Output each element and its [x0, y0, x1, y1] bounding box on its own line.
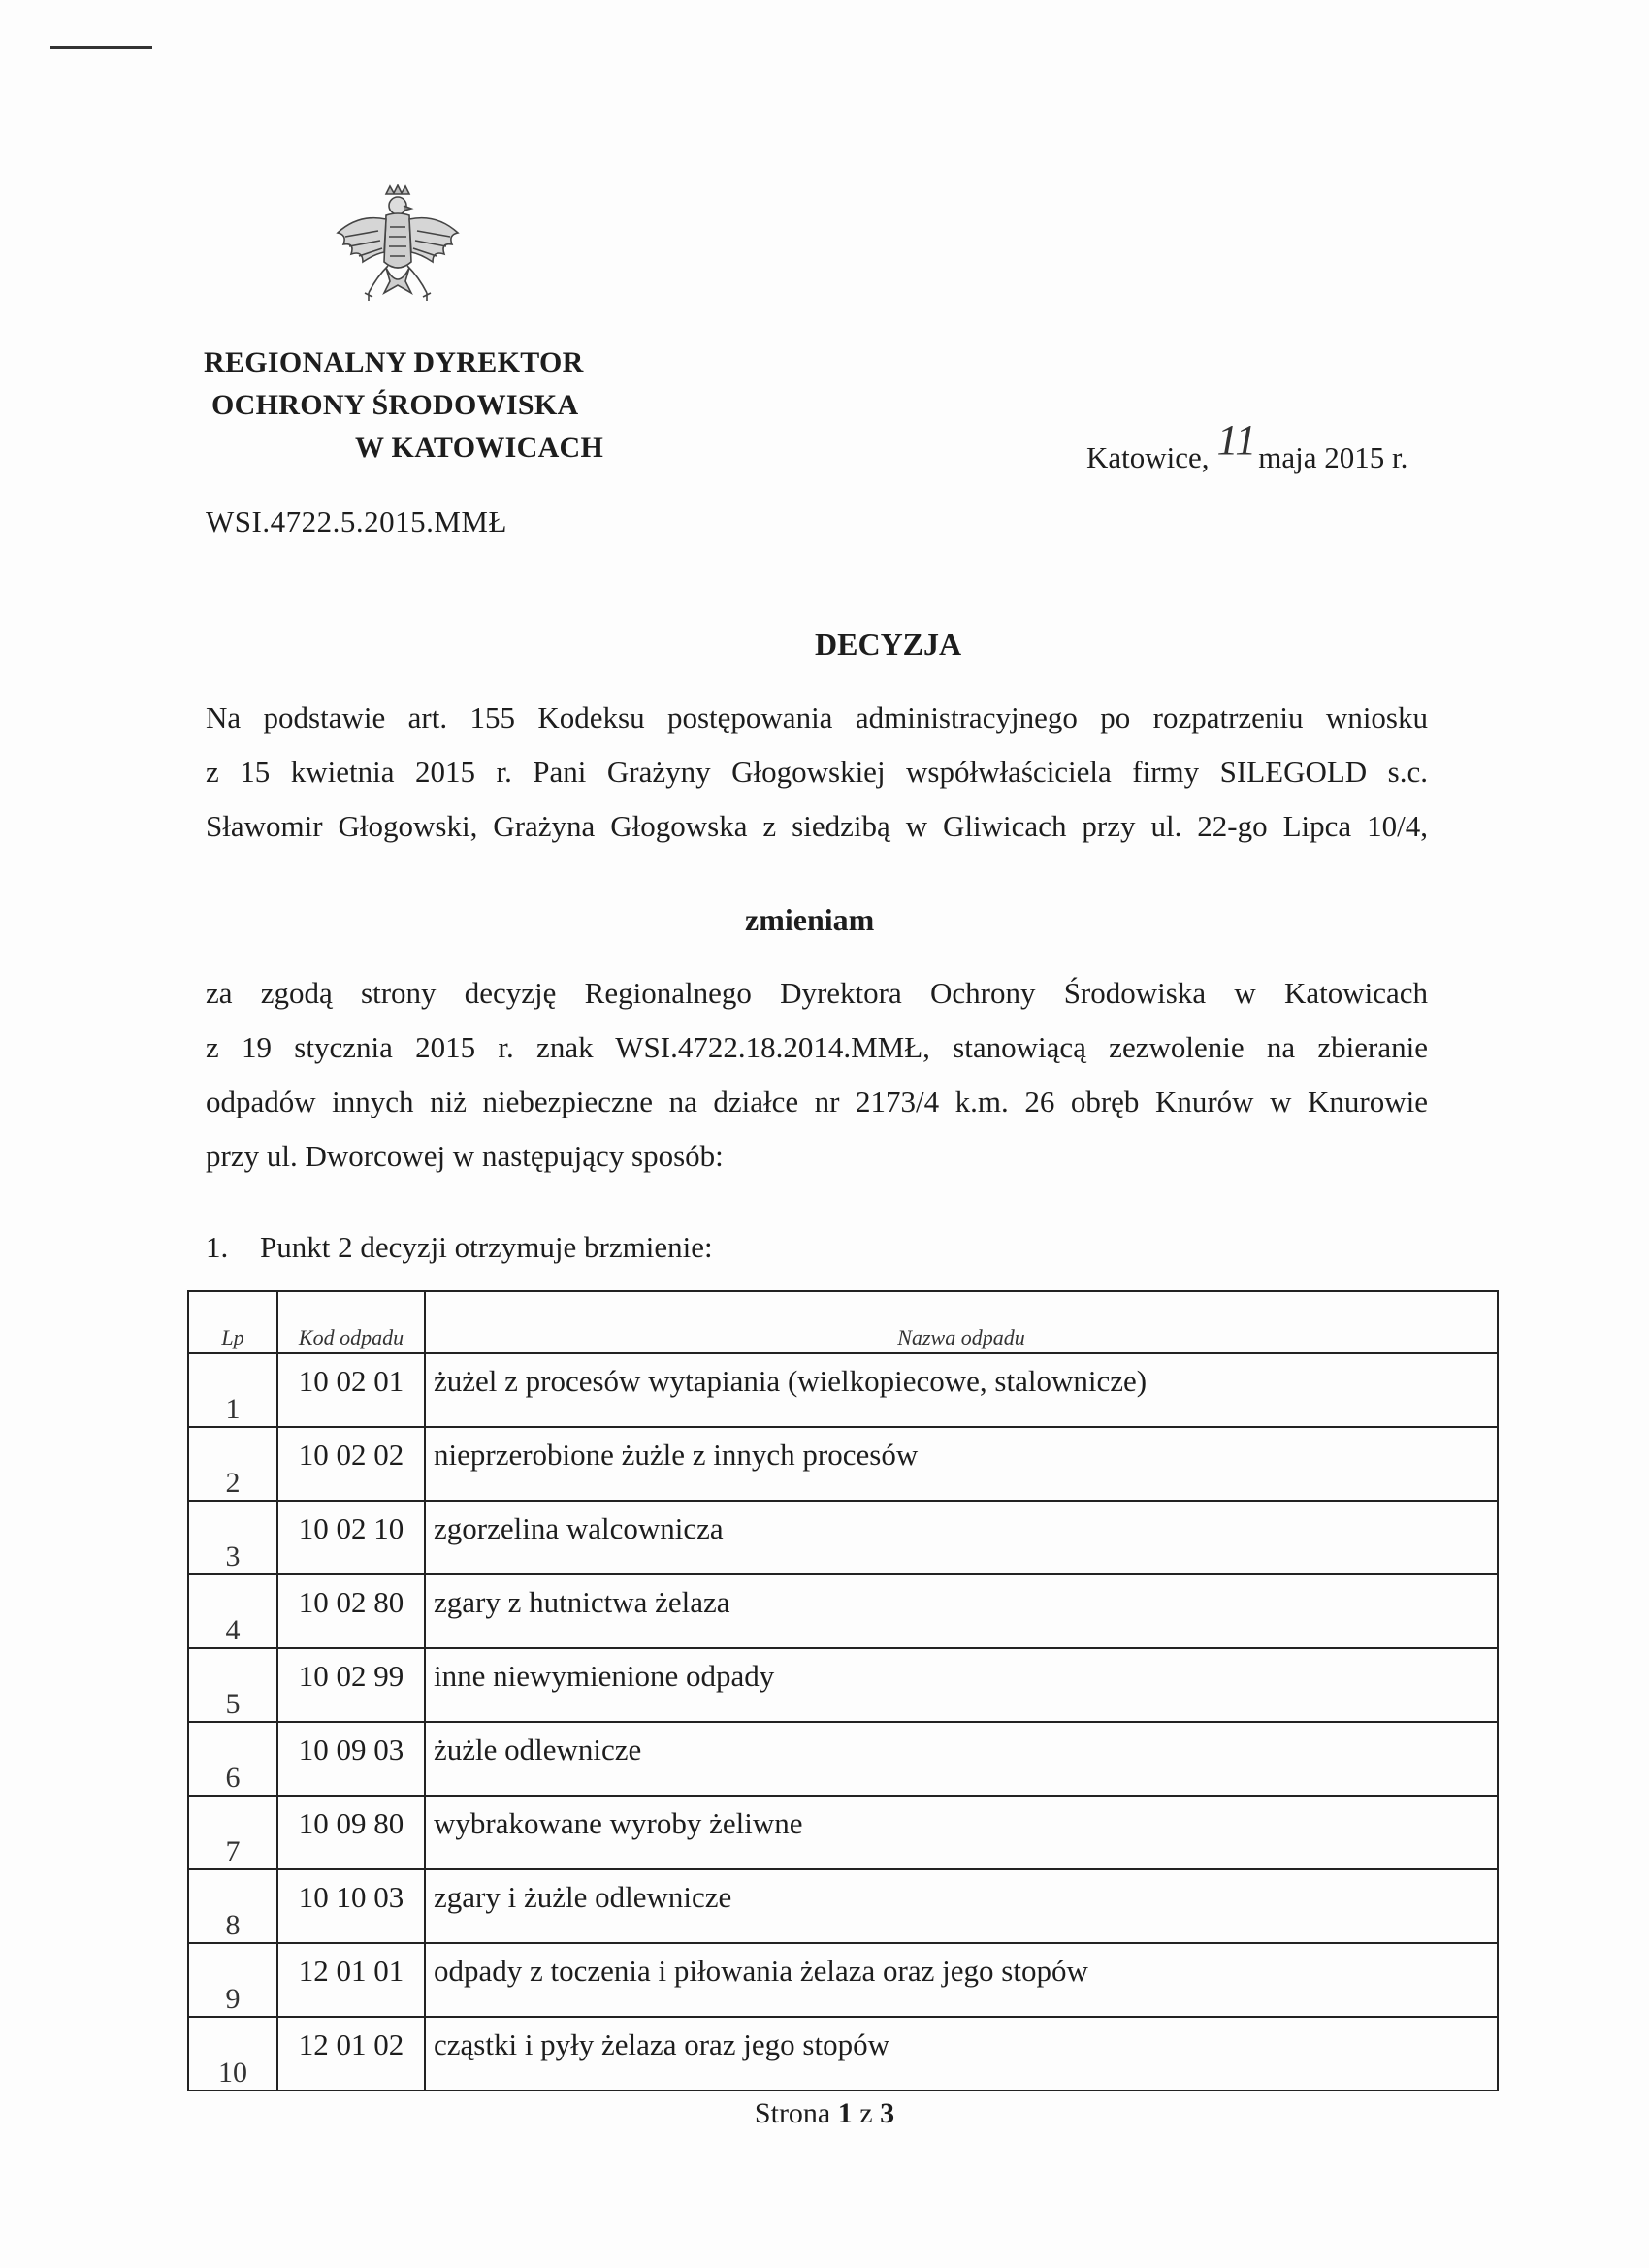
intro-line: Sławomir Głogowski, Grażyna Głogowska z siedzibą w Gliwicach przy ul. 22-go Lipca 10/4,	[206, 809, 1428, 843]
row-waste-code: 12 01 02	[277, 2017, 425, 2090]
waste-codes-table	[187, 1290, 1499, 2091]
row-waste-code: 10 02 02	[277, 1427, 425, 1501]
row-lp: 3	[188, 1501, 277, 1574]
row-waste-name: żużle odlewnicze	[425, 1722, 1498, 1796]
table-row	[188, 2017, 1498, 2090]
row-waste-code: 10 10 03	[277, 1869, 425, 1943]
intro-paragraph	[206, 691, 1428, 854]
row-waste-name: zgary z hutnictwa żelaza	[425, 1574, 1498, 1648]
row-lp: 7	[188, 1796, 277, 1869]
table-row	[188, 1869, 1498, 1943]
row-lp: 4	[188, 1574, 277, 1648]
header-waste-name: Nazwa odpadu	[425, 1291, 1498, 1353]
authority-line-1: REGIONALNY DYREKTOR	[204, 346, 584, 378]
body-paragraph	[206, 966, 1428, 1183]
scan-artifact-line	[50, 46, 152, 49]
row-waste-code: 12 01 01	[277, 1943, 425, 2017]
footer-prefix: Strona	[754, 2097, 831, 2129]
row-waste-code: 10 09 03	[277, 1722, 425, 1796]
row-waste-name: odpady z toczenia i piłowania żelaza oraz jego stopów	[425, 1943, 1498, 2017]
row-lp: 5	[188, 1648, 277, 1722]
row-waste-name: inne niewymienione odpady	[425, 1648, 1498, 1722]
row-lp: 8	[188, 1869, 277, 1943]
table-row	[188, 1722, 1498, 1796]
table-row	[188, 1501, 1498, 1574]
table-row	[188, 1796, 1498, 1869]
row-waste-code: 10 02 10	[277, 1501, 425, 1574]
row-waste-code: 10 09 80	[277, 1796, 425, 1869]
case-reference-number: WSI.4722.5.2015.MMŁ	[206, 504, 507, 538]
row-waste-name: wybrakowane wyroby żeliwne	[425, 1796, 1498, 1869]
document-title: DECYZJA	[815, 627, 962, 662]
intro-line: Na podstawie art. 155 Kodeksu postępowania administracyjnego po rozpatrzeniu wniosku	[206, 700, 1428, 734]
table-row	[188, 1943, 1498, 2017]
row-lp: 2	[188, 1427, 277, 1501]
body-line: przy ul. Dworcowej w następujący sposób:	[206, 1139, 724, 1173]
table-header-row	[188, 1291, 1498, 1353]
body-line: z 19 stycznia 2015 r. znak WSI.4722.18.2014.MMŁ, stanowiącą zezwolenie na zbieranie	[206, 1030, 1428, 1064]
footer-page-number: 1	[837, 2097, 853, 2129]
footer-separator: z	[859, 2097, 873, 2129]
body-line: za zgodą strony decyzję Regionalnego Dyrektora Ochrony Środowiska w Katowicach	[206, 976, 1428, 1010]
authority-line-2: OCHRONY ŚRODOWISKA	[211, 389, 579, 421]
date-place: Katowice,	[1086, 440, 1210, 474]
footer-total-pages: 3	[880, 2097, 895, 2129]
row-waste-name: zgary i żużle odlewnicze	[425, 1869, 1498, 1943]
intro-line: z 15 kwietnia 2015 r. Pani Grażyny Głogowskiej współwłaściciela firmy SILEGOLD s.c.	[206, 755, 1428, 789]
row-waste-name: zgorzelina walcownicza	[425, 1501, 1498, 1574]
issuing-authority	[204, 341, 603, 470]
row-waste-code: 10 02 01	[277, 1353, 425, 1427]
place-and-date	[1086, 416, 1408, 478]
date-day-handwritten: 11	[1216, 416, 1257, 464]
table-row	[188, 1353, 1498, 1427]
header-waste-code: Kod odpadu	[277, 1291, 425, 1353]
decision-word: zmieniam	[745, 902, 875, 937]
list-item-1	[206, 1230, 713, 1265]
row-waste-name: cząstki i pyły żelaza oraz jego stopów	[425, 2017, 1498, 2090]
table-row	[188, 1648, 1498, 1722]
row-waste-code: 10 02 80	[277, 1574, 425, 1648]
authority-line-3: W KATOWICACH	[355, 432, 604, 464]
list-item-number: 1.	[206, 1230, 229, 1264]
row-waste-code: 10 02 99	[277, 1648, 425, 1722]
row-waste-name: nieprzerobione żużle z innych procesów	[425, 1427, 1498, 1501]
row-lp: 9	[188, 1943, 277, 2017]
polish-eagle-emblem-icon	[330, 184, 466, 310]
table-row	[188, 1574, 1498, 1648]
table-row	[188, 1427, 1498, 1501]
row-lp: 6	[188, 1722, 277, 1796]
row-lp: 10	[188, 2017, 277, 2090]
body-line: odpadów innych niż niebezpieczne na działce nr 2173/4 k.m. 26 obręb Knurów w Knurowie	[206, 1085, 1428, 1118]
row-lp: 1	[188, 1353, 277, 1427]
header-lp: Lp	[188, 1291, 277, 1353]
row-waste-name: żużel z procesów wytapiania (wielkopiecowe, stalownicze)	[425, 1353, 1498, 1427]
list-item-text: Punkt 2 decyzji otrzymuje brzmienie:	[260, 1230, 713, 1264]
date-month-year: maja 2015 r.	[1258, 440, 1408, 474]
page-footer	[0, 2097, 1649, 2130]
